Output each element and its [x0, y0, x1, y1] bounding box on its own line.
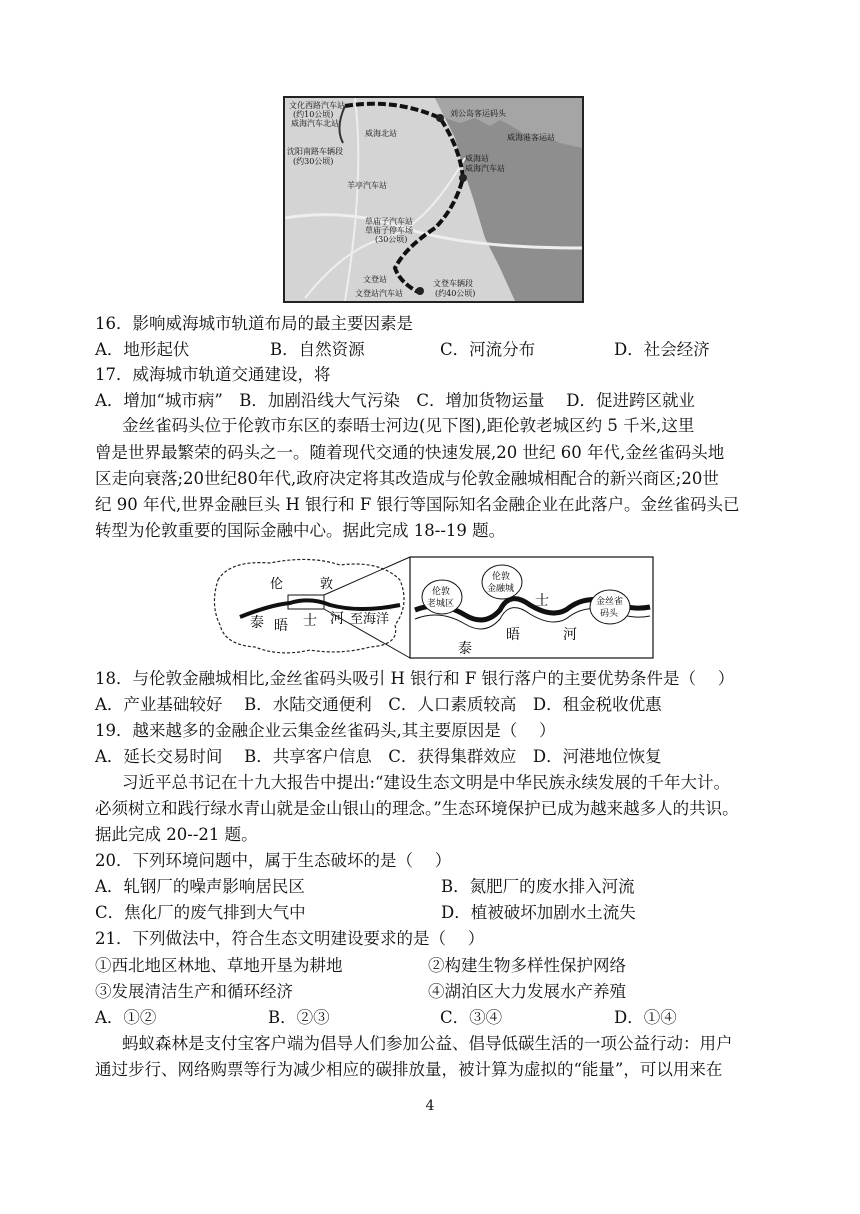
q20-option-d: D．植被破坏加剧水土流失 — [441, 903, 636, 922]
map-label: 草庙子汽车站 — [365, 217, 413, 226]
station-marker — [436, 114, 444, 122]
passage1-line: 区走向衰落;20世纪80年代,政府决定将其改造成与伦敦金融城相配合的新兴商区;20世 — [95, 469, 719, 488]
map-label: 文化西路汽车站 — [289, 101, 345, 110]
map-label: 草庙子停车场 — [365, 226, 413, 235]
map-label: 泰 — [458, 641, 472, 657]
q21-option-a: A．①② — [95, 1008, 157, 1027]
map-label: 伦敦 — [492, 572, 511, 582]
q21-stem: 21．下列做法中，符合生态文明建设要求的是（ ） — [95, 929, 485, 948]
map-label: 文登车辆段 — [433, 279, 473, 288]
map-label: (约30公顷) — [293, 157, 334, 166]
map-label: 晤 — [274, 618, 288, 634]
q16-option-c: C．河流分布 — [440, 340, 536, 359]
map-label: 羊亭汽车站 — [347, 181, 387, 190]
map-label: 河 — [330, 611, 344, 627]
london-canary-wharf-map — [210, 555, 655, 660]
q20-option-a: A．轧钢厂的噪声影响居民区 — [95, 877, 305, 896]
q21-statement: ③发展清洁生产和循环经济 — [95, 982, 293, 1001]
map-label: 威海北站 — [365, 129, 397, 138]
passage2-line: 习近平总书记在十九大报告中提出:“建设生态文明是中华民族永续发展的千年大计。 — [122, 773, 730, 792]
q17-options: A．增加“城市病” B．加剧沿线大气污染 C．增加货物运量 D．促进跨区就业 — [95, 391, 696, 410]
passage3-line: 蚂蚁森林是支付宝客户端为倡导人们参加公益、倡导低碳生活的一项公益行动：用户 — [122, 1034, 733, 1053]
map-label: 敦 — [320, 577, 334, 592]
map-label: 士 — [303, 613, 317, 629]
map-label: (约40公顷) — [435, 289, 476, 298]
q20-option-c: C．焦化厂的废气排到大气中 — [95, 903, 306, 922]
passage1-line: 曾是世界最繁荣的码头之一。随着现代交通的快速发展,20 世纪 60 年代,金丝雀码头地 — [95, 443, 725, 462]
q19-options: A．延长交易时间 B．共享客户信息 C．获得集群效应 D．河港地位恢复 — [95, 747, 662, 766]
map-label: 威海站 — [465, 154, 489, 163]
q17-stem: 17．威海城市轨道交通建设，将 — [95, 365, 331, 384]
map-label: 金融城 — [487, 584, 515, 594]
map-label: 刘公岛客运码头 — [450, 109, 506, 118]
q16-option-d: D．社会经济 — [614, 340, 710, 359]
q18-stem: 18．与伦敦金融城相比,金丝雀码头吸引 H 银行和 F 银行落户的主要优势条件是（ ） — [95, 669, 735, 688]
q21-statement: ②构建生物多样性保护网络 — [428, 956, 626, 975]
map-label: 泰 — [250, 615, 264, 631]
page-number: 4 — [425, 1098, 435, 1114]
q21-statement: ①西北地区林地、草地开垦为耕地 — [95, 956, 343, 975]
passage1-line: 转型为伦敦重要的国际金融中心。据此完成 18--19 题。 — [95, 521, 506, 540]
map-label: 沈阳南路车辆段 — [287, 147, 343, 156]
q20-stem: 20．下列环境问题中，属于生态破坏的是（ ） — [95, 851, 452, 870]
map-label: (30公顷) — [375, 235, 408, 244]
station-marker — [459, 174, 467, 182]
map-label: 威海汽车北站 — [291, 119, 339, 128]
map-label: (约10公顷) — [293, 110, 334, 119]
map-label: 金丝雀 — [596, 597, 624, 607]
q21-option-d: D．①④ — [614, 1008, 677, 1027]
q19-stem: 19．越来越多的金融企业云集金丝雀码头,其主要原因是（ ） — [95, 721, 556, 740]
q21-option-b: B．②③ — [268, 1008, 330, 1027]
map-label: 威海港客运站 — [507, 133, 555, 142]
map-label: 文登站 — [363, 275, 387, 284]
q18-options: A．产业基础较好 B．水陆交通便利 C．人口素质较高 D．租金税收优惠 — [95, 695, 662, 714]
passage3-line: 通过步行、网络购票等行为减少相应的碳排放量，被计算为虚拟的“能量”，可以用来在 — [95, 1060, 723, 1079]
q16-option-b: B．自然资源 — [270, 340, 365, 359]
map-label: 威海汽车站 — [465, 164, 505, 173]
station-marker — [416, 287, 424, 295]
q21-option-c: C．③④ — [440, 1008, 503, 1027]
map-label: 河 — [563, 627, 577, 643]
map-label: 伦 — [270, 577, 284, 592]
passage1-line: 纪 90 年代,世界金融巨头 H 银行和 F 银行等国际知名金融企业在此落户。金丝雀码头已 — [95, 495, 740, 514]
map-label: 至海洋 — [350, 612, 390, 627]
weihai-rail-map — [283, 96, 584, 303]
map-label: 文登站汽车站 — [355, 289, 403, 298]
q16-option-a: A．地形起伏 — [95, 340, 190, 359]
map-label: 老城区 — [427, 599, 455, 609]
q20-option-b: B．氮肥厂的废水排入河流 — [441, 877, 635, 896]
passage1-line: 金丝雀码头位于伦敦市东区的泰晤士河边(见下图),距伦敦老城区约 5 千米,这里 — [122, 416, 695, 435]
map-label: 伦敦 — [432, 587, 451, 597]
map-label: 晤 — [506, 627, 520, 643]
q16-stem: 16．影响威海城市轨道布局的最主要因素是 — [95, 314, 413, 333]
map-label: 码头 — [600, 609, 619, 619]
map-label: 士 — [535, 593, 549, 609]
q21-statement: ④湖泊区大力发展水产养殖 — [428, 982, 626, 1001]
passage2-line: 据此完成 20--21 题。 — [95, 825, 258, 844]
passage2-line: 必须树立和践行绿水青山就是金山银山的理念。”生态环境保护已成为越来越多人的共识。 — [95, 799, 739, 818]
